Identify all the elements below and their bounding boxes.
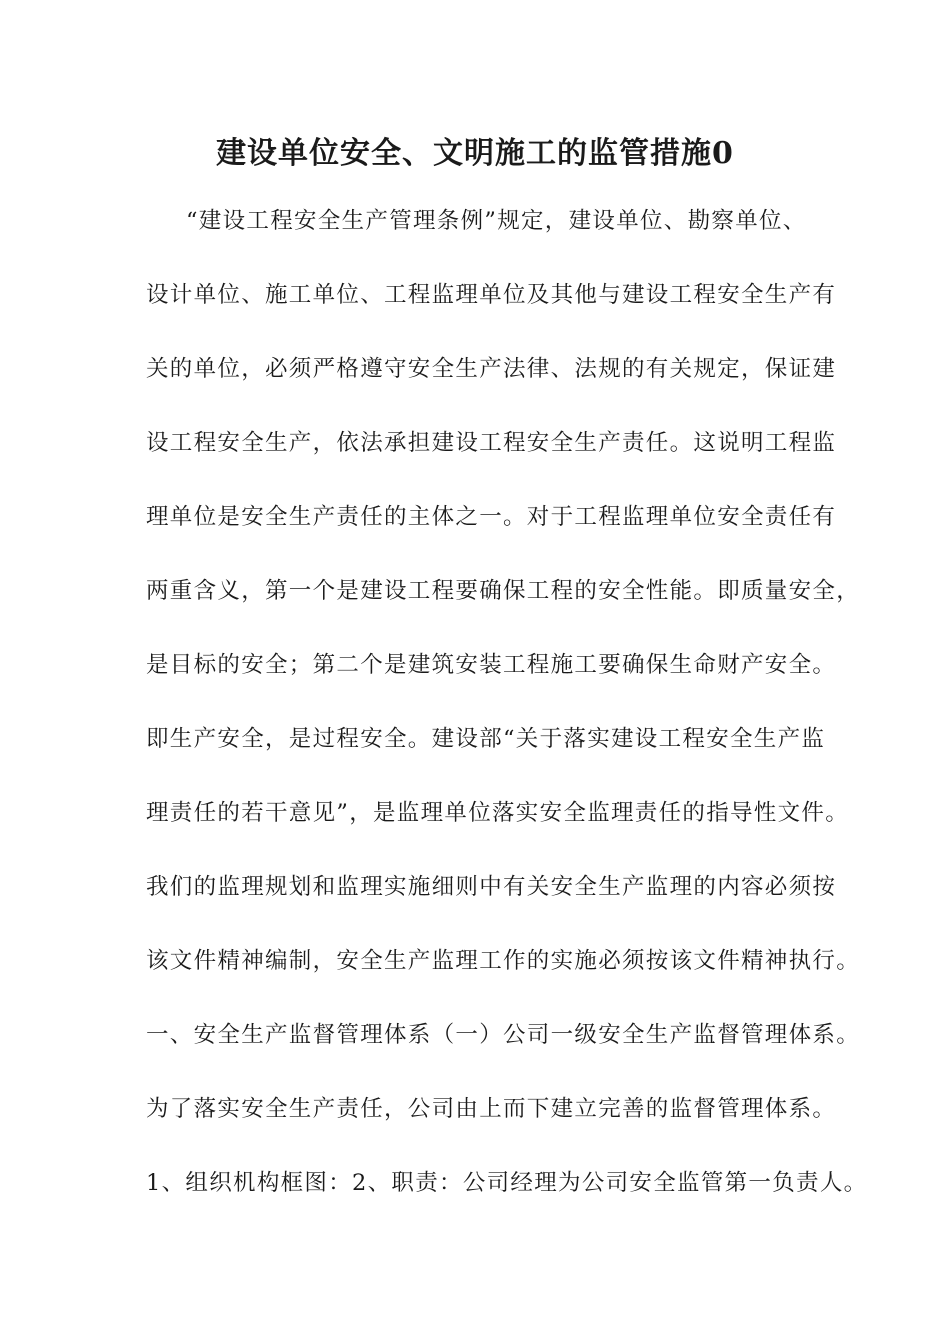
paragraph-line: “建设工程安全生产管理条例”规定，建设单位、勘察单位、 [186, 208, 807, 234]
paragraph-line: 设工程安全生产，依法承担建设工程安全生产责任。这说明工程监 [146, 430, 837, 456]
paragraph-line: 即生产安全，是过程安全。建设部“关于落实建设工程安全生产监 [146, 726, 826, 752]
paragraph-line: 理责任的若干意见”，是监理单位落实安全监理责任的指导性文件。 [146, 800, 850, 826]
paragraph-line: 理单位是安全生产责任的主体之一。对于工程监理单位安全责任有 [146, 504, 837, 530]
document-title: 建设单位安全、文明施工的监管措施0 [216, 136, 734, 171]
paragraph-line: 为了落实安全生产责任，公司由上而下建立完善的监督管理体系。 [146, 1096, 837, 1122]
paragraph-line: 一、安全生产监督管理体系（一）公司一级安全生产监督管理体系。 [146, 1022, 861, 1048]
paragraph-line: 该文件精神编制，安全生产监理工作的实施必须按该文件精神执行。 [146, 948, 861, 974]
paragraph-line: 是目标的安全；第二个是建筑安装工程施工要确保生命财产安全。 [146, 652, 837, 678]
paragraph-line: 关的单位，必须严格遵守安全生产法律、法规的有关规定，保证建 [146, 356, 837, 382]
paragraph-line: 设计单位、施工单位、工程监理单位及其他与建设工程安全生产有 [146, 282, 837, 308]
paragraph-line: 我们的监理规划和监理实施细则中有关安全生产监理的内容必须按 [146, 874, 837, 900]
document-body [146, 196, 868, 1232]
paragraph-line: 两重含义，第一个是建设工程要确保工程的安全性能。即质量安全， [146, 578, 861, 604]
paragraph-line: 1、组织机构框图：2、职责：公司经理为公司安全监管第一负责人。 [146, 1170, 868, 1196]
